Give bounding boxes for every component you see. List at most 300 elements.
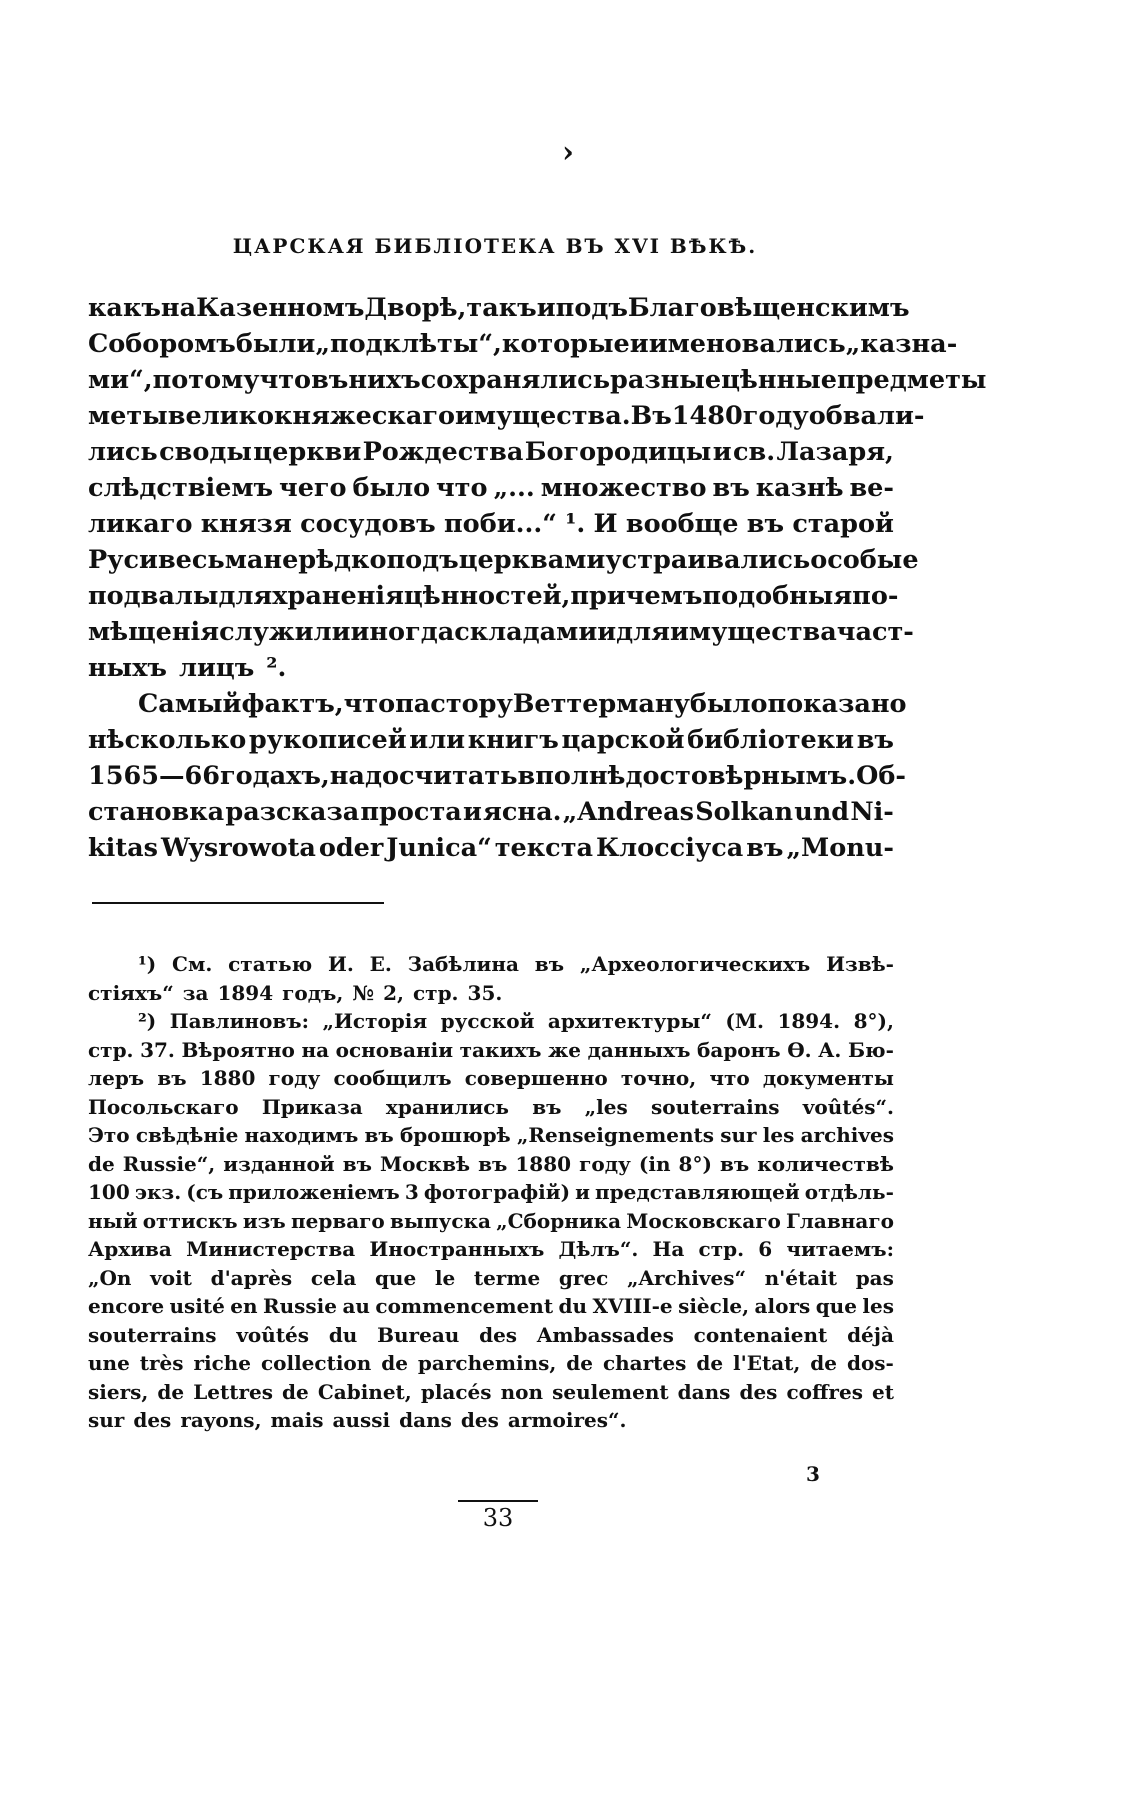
- word: стр.: [88, 1037, 134, 1062]
- word: читаемъ:: [786, 1237, 894, 1261]
- word: году: [579, 1151, 631, 1176]
- word: и: [712, 437, 732, 467]
- word: цѣнностей,: [403, 581, 571, 611]
- text-line: [88, 722, 894, 758]
- word: 100: [88, 1180, 130, 1204]
- word: Москвѣ: [379, 1151, 471, 1176]
- main-text: [88, 290, 987, 866]
- footnote-line: [88, 1292, 894, 1321]
- word: Главнаго: [785, 1208, 894, 1233]
- footnote-rule: [92, 902, 384, 904]
- word: mais: [270, 1408, 324, 1432]
- word: чего: [279, 473, 347, 503]
- text-line: [88, 398, 925, 434]
- word: архитектуры“: [547, 1009, 712, 1033]
- word: Cabinet,: [317, 1379, 412, 1404]
- word: слѣдствіемъ: [88, 473, 274, 503]
- word: Богородицы: [524, 437, 712, 467]
- word: au: [342, 1294, 370, 1318]
- word: „Исторія: [322, 1009, 428, 1033]
- word: подобныя: [702, 581, 853, 611]
- word: церквами: [458, 545, 606, 575]
- word: въ: [364, 1123, 394, 1147]
- word: „казна-: [845, 329, 958, 359]
- word: placés: [420, 1379, 492, 1404]
- word: стр.: [698, 1237, 745, 1261]
- word: Это: [88, 1123, 130, 1147]
- word: XVIII-e: [592, 1294, 673, 1318]
- text-line: [88, 686, 907, 722]
- word: Russie: [263, 1294, 338, 1318]
- word: (съ: [186, 1180, 224, 1204]
- word: част-: [836, 617, 914, 647]
- word: находимъ: [244, 1123, 359, 1147]
- word: de: [157, 1379, 185, 1404]
- word: статью: [228, 952, 313, 976]
- text-line: [88, 794, 894, 830]
- word: 2,: [383, 980, 404, 1005]
- word: становка: [88, 797, 225, 827]
- word: Лазаря,: [776, 437, 894, 467]
- word: нерѣдко: [263, 545, 387, 575]
- word: Ѳ.: [787, 1037, 812, 1062]
- word: ¹.: [565, 509, 586, 539]
- running-head: ЦАРСКАЯ БИБЛІОТЕКА ВЪ XVI ВѢКѢ.: [232, 234, 758, 258]
- word: въ: [856, 725, 894, 755]
- word: de: [810, 1351, 838, 1375]
- word: году: [742, 401, 809, 431]
- word: „подклѣты“,: [315, 329, 502, 359]
- word: de: [381, 1351, 408, 1375]
- word: des: [133, 1408, 172, 1432]
- word: contenaient: [693, 1322, 828, 1347]
- word: мѣщенія: [88, 617, 220, 647]
- word: брошюрѣ: [399, 1123, 511, 1147]
- word: и: [575, 1180, 590, 1204]
- word: Junica“: [386, 833, 492, 863]
- word: „Monu-: [786, 833, 894, 863]
- word: Ambassades: [536, 1322, 674, 1347]
- word: une: [88, 1351, 130, 1375]
- word: фактъ,: [241, 689, 344, 719]
- word: Дѣлъ“.: [558, 1237, 639, 1261]
- word: старой: [792, 509, 894, 539]
- word: Е.: [369, 952, 392, 976]
- word: сообщилъ: [333, 1066, 452, 1090]
- word: Russie“,: [122, 1151, 216, 1176]
- footnote-line: [88, 1007, 894, 1036]
- word: церкви: [253, 437, 362, 467]
- word: ве-: [849, 473, 894, 503]
- word: Solkan: [695, 797, 794, 827]
- footnote-line: [88, 1264, 894, 1293]
- word: служили: [219, 617, 351, 647]
- word: terme: [473, 1265, 541, 1290]
- word: что: [343, 689, 396, 719]
- word: riche: [193, 1351, 252, 1375]
- word: voit: [150, 1265, 192, 1290]
- word: въ: [311, 365, 349, 395]
- word: устраивались: [605, 545, 811, 575]
- word: souterrains: [651, 1094, 780, 1119]
- word: Иностранныхъ: [369, 1237, 545, 1261]
- word: 1565—66: [88, 761, 220, 791]
- word: que: [374, 1265, 417, 1290]
- word: „Renseignements: [516, 1123, 715, 1147]
- word: Об-: [856, 761, 906, 791]
- word: См.: [172, 952, 213, 976]
- word: 8°): [678, 1151, 712, 1176]
- word: siècle,: [678, 1294, 750, 1318]
- word: царской: [561, 725, 685, 755]
- word: ми“,: [88, 365, 153, 395]
- word: для: [616, 617, 670, 647]
- word: ликаго: [88, 509, 193, 539]
- word: меты: [88, 401, 168, 431]
- word: на: [301, 1037, 330, 1062]
- word: было: [352, 473, 431, 503]
- word: Соборомъ: [88, 329, 236, 359]
- word: и: [536, 293, 556, 323]
- footnote-line: [88, 1321, 894, 1350]
- word: русской: [440, 1009, 535, 1033]
- text-line: [88, 650, 894, 686]
- word: рукописей: [248, 725, 407, 755]
- word: le: [434, 1265, 456, 1290]
- word: И.: [327, 952, 354, 976]
- word: при: [570, 581, 626, 611]
- word: иногда: [350, 617, 455, 647]
- text-line: [88, 578, 899, 614]
- word: alors: [754, 1294, 811, 1318]
- word: перваго: [290, 1208, 385, 1233]
- word: (in: [638, 1151, 671, 1176]
- word: dos-: [846, 1351, 894, 1375]
- word: подъ: [555, 293, 628, 323]
- word: de: [696, 1351, 724, 1375]
- word: ².: [266, 653, 287, 683]
- word: coffres: [786, 1379, 863, 1404]
- word: „On: [88, 1265, 132, 1290]
- word: de: [282, 1379, 309, 1404]
- word: en: [230, 1294, 258, 1318]
- word: commencement: [375, 1294, 554, 1318]
- word: стіяхъ“: [88, 980, 174, 1005]
- word: Благовѣщенскимъ: [627, 293, 910, 323]
- word: было: [689, 689, 768, 719]
- signature-mark: 3: [806, 1462, 820, 1486]
- word: въ: [478, 1151, 508, 1176]
- word: складами: [454, 617, 598, 647]
- word: точно,: [620, 1066, 697, 1090]
- word: 1894.: [777, 1009, 841, 1033]
- word: souterrains: [88, 1322, 217, 1347]
- word: храненія: [272, 581, 404, 611]
- word: какъ: [88, 293, 161, 323]
- word: книгъ: [467, 725, 559, 755]
- word: хранились: [385, 1094, 509, 1119]
- word: сосудовъ: [300, 509, 436, 539]
- word: документы: [762, 1066, 894, 1090]
- word: dans: [677, 1379, 731, 1404]
- word: выпуска: [389, 1208, 491, 1233]
- word: въ: [746, 833, 784, 863]
- word: пастору: [395, 689, 513, 719]
- word: usité: [169, 1294, 225, 1318]
- word: и: [462, 797, 482, 827]
- word: des: [460, 1408, 499, 1432]
- word: изъ: [242, 1208, 286, 1233]
- word: въ: [157, 1066, 187, 1090]
- footnote-line: [88, 1093, 894, 1122]
- word: siers,: [88, 1379, 149, 1404]
- word: или: [409, 725, 466, 755]
- word: для: [218, 581, 273, 611]
- word: Приказа: [261, 1094, 363, 1119]
- word: Клоссіуса: [595, 833, 744, 863]
- word: „Сборника: [496, 1208, 622, 1233]
- word: Wysrowota: [160, 833, 316, 863]
- footnote-line: [88, 1064, 894, 1093]
- word: parchemins,: [417, 1351, 557, 1375]
- word: Посольскаго: [88, 1094, 239, 1119]
- word: archives: [800, 1123, 894, 1147]
- word: потому: [152, 365, 260, 395]
- word: весьма: [157, 545, 264, 575]
- word: на: [160, 293, 197, 323]
- word: №: [352, 980, 375, 1005]
- word: voûtés: [236, 1322, 310, 1347]
- word: подвалы: [88, 581, 219, 611]
- word: n'était: [764, 1265, 838, 1290]
- word: леръ: [88, 1066, 145, 1090]
- word: годахъ,: [219, 761, 330, 791]
- word: князя: [200, 509, 292, 539]
- text-line: [88, 542, 919, 578]
- word: ясна.: [483, 797, 562, 827]
- word: 37.: [140, 1037, 175, 1062]
- text-line: [88, 470, 894, 506]
- word: надо: [329, 761, 399, 791]
- word: Казенномъ: [196, 293, 365, 323]
- word: (М.: [725, 1009, 764, 1033]
- word: же: [548, 1037, 581, 1062]
- word: въ: [342, 1151, 372, 1176]
- footnote-line: [88, 1349, 894, 1378]
- word: Въ: [630, 401, 672, 431]
- footnote-line: [88, 1178, 894, 1207]
- text-line: [88, 290, 910, 326]
- word: très: [139, 1351, 184, 1375]
- word: своды: [159, 437, 252, 467]
- word: armoires“.: [507, 1408, 627, 1432]
- word: Павлиновъ:: [169, 1009, 309, 1033]
- word: Рождества: [362, 437, 524, 467]
- word: представляющей: [595, 1180, 800, 1204]
- word: que: [815, 1294, 857, 1318]
- word: collection: [260, 1351, 372, 1375]
- word: d'après: [210, 1265, 293, 1290]
- word: sur: [88, 1408, 125, 1432]
- word: Московскаго: [626, 1208, 781, 1233]
- word: А.: [818, 1037, 842, 1062]
- word: обвали-: [808, 401, 925, 431]
- footnote-line: [88, 979, 894, 1008]
- word: oder: [318, 833, 384, 863]
- word: 1880: [199, 1066, 256, 1090]
- text-line: [88, 362, 987, 398]
- word: году: [268, 1066, 321, 1090]
- word: что: [709, 1066, 750, 1090]
- word: des: [479, 1322, 518, 1347]
- word: de: [88, 1151, 115, 1176]
- word: годъ,: [282, 980, 344, 1005]
- word: по-: [852, 581, 899, 611]
- word: особые: [810, 545, 919, 575]
- word: разные: [610, 365, 722, 395]
- word: лись: [88, 437, 158, 467]
- word: библіотеки: [687, 725, 855, 755]
- word: отдѣль-: [804, 1180, 894, 1204]
- word: Забѣлина: [407, 952, 519, 976]
- word: которые: [501, 329, 630, 359]
- word: chartes: [602, 1351, 687, 1375]
- word: вполнѣ: [517, 761, 626, 791]
- page-number: 33: [458, 1500, 538, 1532]
- footnote-line: [88, 1406, 894, 1435]
- word: считать: [398, 761, 518, 791]
- word: изданной: [223, 1151, 335, 1176]
- word: предметы: [836, 365, 987, 395]
- word: Самый: [138, 689, 242, 719]
- word: показано: [767, 689, 907, 719]
- word: нѣсколько: [88, 725, 247, 755]
- footnote-line: [88, 1150, 894, 1179]
- word: 1894: [217, 980, 274, 1005]
- word: что: [436, 473, 488, 503]
- word: въ: [746, 509, 785, 539]
- word: „Archives“: [626, 1265, 746, 1290]
- footnote-line: [88, 1235, 894, 1264]
- word: ный: [88, 1208, 138, 1233]
- word: данныхъ: [587, 1037, 691, 1062]
- word: kitas: [88, 833, 159, 863]
- word: déjà: [847, 1322, 894, 1347]
- word: Вѣроятно: [181, 1037, 295, 1062]
- word: чемъ: [625, 581, 703, 611]
- word: такихъ: [459, 1037, 542, 1062]
- word: rayons,: [180, 1408, 262, 1432]
- word: такъ: [466, 293, 537, 323]
- word: великокняжескаго: [167, 401, 455, 431]
- word: ²): [138, 1009, 157, 1033]
- word: въ: [712, 473, 750, 503]
- word: На: [652, 1237, 685, 1261]
- text-line: [88, 614, 914, 650]
- text-line: [88, 506, 894, 542]
- word: l'Etat,: [732, 1351, 801, 1375]
- footnote-line: [88, 1378, 894, 1407]
- text-line: [88, 758, 906, 794]
- word: 3: [404, 1180, 419, 1204]
- word: du: [558, 1294, 588, 1318]
- word: „Andreas: [562, 797, 695, 827]
- word: и: [597, 617, 617, 647]
- footnote-line: [88, 950, 894, 979]
- word: aussi: [332, 1408, 391, 1432]
- word: 35.: [467, 980, 503, 1005]
- word: 6: [758, 1237, 773, 1261]
- word: „les: [584, 1094, 628, 1119]
- word: Bureau: [377, 1322, 460, 1347]
- word: Веттерману: [512, 689, 690, 719]
- word: dans: [399, 1408, 452, 1432]
- footnotes: [88, 950, 894, 1435]
- word: за: [182, 980, 209, 1005]
- word: фотографій): [423, 1180, 571, 1204]
- word: und: [794, 797, 850, 827]
- word: les: [762, 1123, 795, 1147]
- word: Архива: [88, 1237, 172, 1261]
- word: совершенно: [464, 1066, 608, 1090]
- footnote-line: [88, 1036, 894, 1065]
- word: encore: [88, 1294, 165, 1318]
- word: имущества.: [455, 401, 631, 431]
- word: основаніи: [335, 1037, 454, 1062]
- word: Министерства: [186, 1237, 356, 1261]
- word: вообще: [625, 509, 739, 539]
- word: количествѣ: [757, 1151, 894, 1176]
- text-line: [88, 326, 958, 362]
- word: свѣдѣніе: [135, 1123, 239, 1147]
- word: св.: [733, 437, 776, 467]
- word: Бю-: [847, 1037, 894, 1062]
- word: Ni-: [850, 797, 894, 827]
- word: именовались: [648, 329, 846, 359]
- word: казнѣ: [755, 473, 844, 503]
- word: de: [566, 1351, 594, 1375]
- word: du: [328, 1322, 358, 1347]
- word: „...: [493, 473, 535, 503]
- word: нихъ: [348, 365, 421, 395]
- word: подъ: [386, 545, 459, 575]
- word: множество: [540, 473, 707, 503]
- word: были: [235, 329, 316, 359]
- word: grec: [558, 1265, 609, 1290]
- word: баронъ: [697, 1037, 781, 1062]
- word: что: [259, 365, 312, 395]
- word: въ: [532, 1094, 562, 1119]
- word: цѣнные: [721, 365, 837, 395]
- word: sur: [720, 1123, 757, 1147]
- word: И: [593, 509, 618, 539]
- word: текста: [494, 833, 594, 863]
- word: оттискъ: [142, 1208, 238, 1233]
- word: voûtés“.: [802, 1094, 894, 1119]
- word: pas: [855, 1265, 894, 1290]
- word: 1880: [515, 1151, 572, 1176]
- word: экз.: [134, 1180, 182, 1204]
- footnote-line: [88, 1207, 894, 1236]
- word: les: [862, 1294, 894, 1318]
- word: лицъ: [179, 653, 255, 683]
- word: въ: [534, 952, 565, 976]
- footnote-line: [88, 1121, 894, 1150]
- word: seulement: [552, 1379, 669, 1404]
- word: 1480: [671, 401, 743, 431]
- word: сохранялись: [420, 365, 611, 395]
- text-line: [88, 434, 894, 470]
